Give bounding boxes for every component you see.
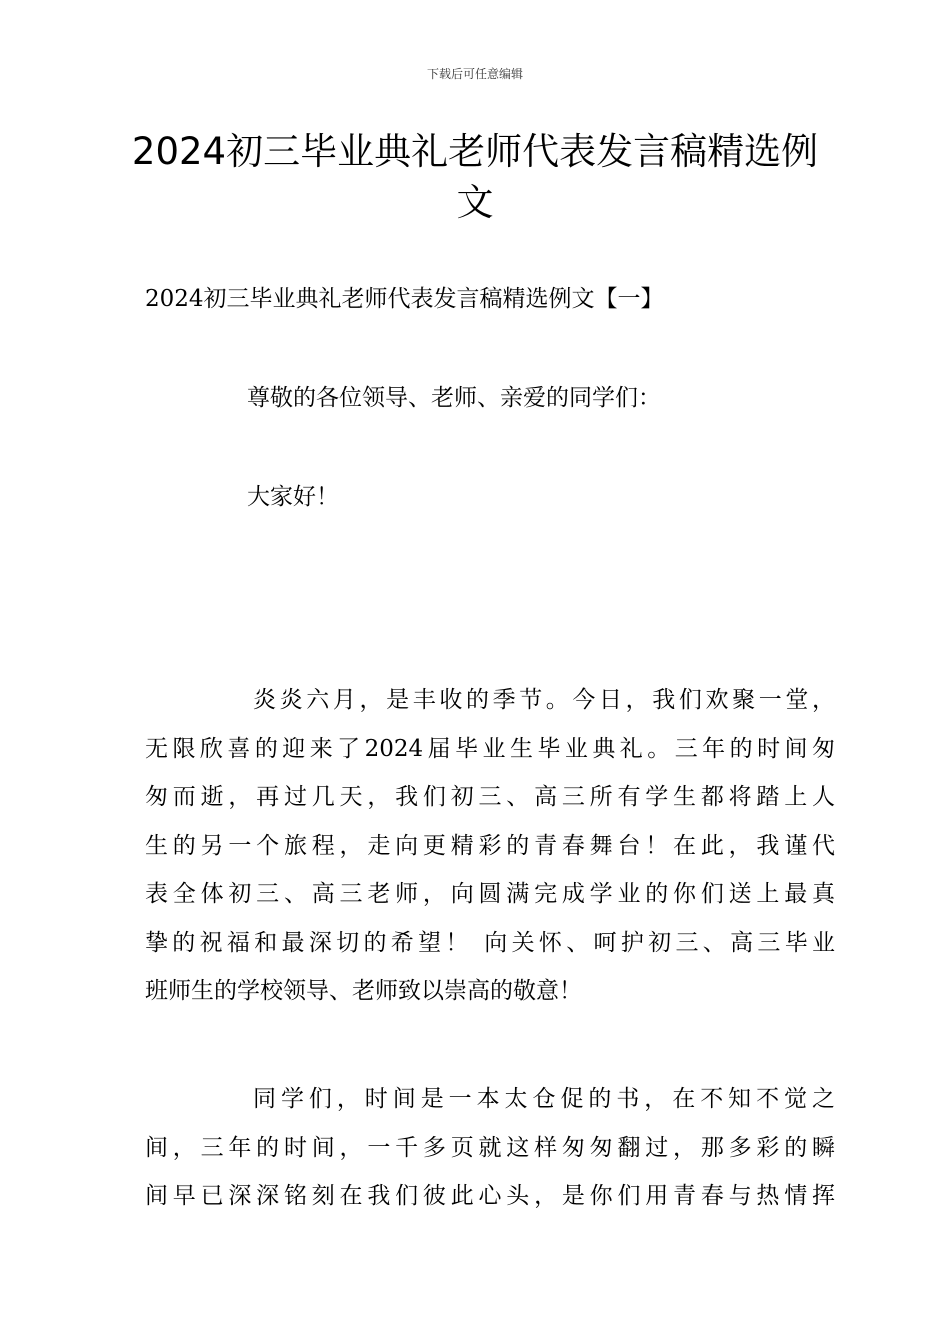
paragraph-2-line-2: 间，三年的时间，一千多页就这样匆匆翻过，那多彩的瞬 [145, 1134, 835, 1161]
paragraph-1-line-2: 无限欣喜的迎来了2024届毕业生毕业典礼。三年的时间匆 [145, 735, 835, 762]
header-note: 下载后可任意编辑 [426, 67, 523, 81]
paragraph-1-line-4: 生的另一个旅程，走向更精彩的青春舞台！在此，我谨代 [145, 832, 835, 859]
paragraph-1-line-3: 匆而逝，再过几天，我们初三、高三所有学生都将踏上人 [145, 784, 835, 810]
paragraph-1-line-7: 班师生的学校领导、老师致以崇高的敬意！ [145, 978, 582, 1004]
greeting: 大家好！ [247, 484, 339, 510]
paragraph-2-line-3: 间早已深深铭刻在我们彼此心头，是你们用青春与热情挥 [145, 1183, 835, 1209]
paragraph-1-line-1: 炎炎六月，是丰收的季节。今日，我们欢聚一堂， [253, 687, 835, 713]
section-heading: 2024初三毕业典礼老师代表发言稿精选例文【一】 [145, 286, 664, 312]
paragraph-1-line-6: 挚的祝福和最深切的希望！ 向关怀、呵护初三、高三毕业 [145, 929, 835, 956]
paragraph-1 [145, 676, 835, 1016]
document-title-line-1: 2024初三毕业典礼老师代表发言稿精选例 [131, 130, 819, 173]
document-title-line-2: 文 [456, 181, 494, 224]
paragraph-1-line-5: 表全体初三、高三老师，向圆满完成学业的你们送上最真 [145, 881, 835, 907]
paragraph-2 [145, 1075, 835, 1221]
salutation: 尊敬的各位领导、老师、亲爱的同学们： [247, 385, 661, 411]
document-title [130, 126, 820, 228]
paragraph-2-line-1: 同学们，时间是一本太仓促的书，在不知不觉之 [253, 1086, 835, 1112]
